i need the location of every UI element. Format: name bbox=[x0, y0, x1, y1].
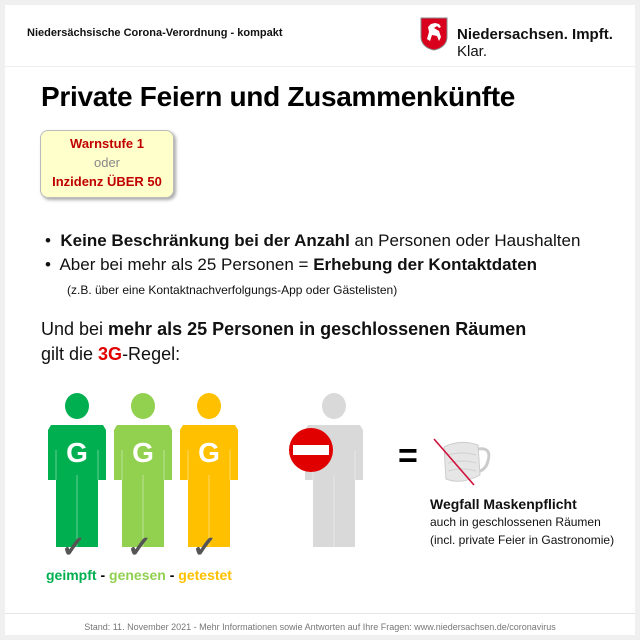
bullet-2-pre: Aber bei mehr als 25 Personen = bbox=[59, 255, 314, 274]
header-title: Niedersächsische Corona-Verordnung - kompakt bbox=[27, 27, 283, 39]
check-icon: ✓ bbox=[192, 531, 218, 564]
bullet-1-bold: Keine Beschränkung bei der Anzahl bbox=[60, 231, 350, 250]
condition-box bbox=[40, 130, 174, 198]
label-geimpft: geimpft bbox=[46, 567, 97, 583]
infographic-card bbox=[5, 5, 635, 635]
bullet-2-bold: Erhebung der Kontaktdaten bbox=[313, 255, 538, 274]
bullet-1: • Keine Beschränkung bei der Anzahl an Personen oder Haushalten bbox=[45, 231, 581, 250]
check-icon: ✓ bbox=[61, 531, 87, 564]
result-title: Wegfall Maskenpflicht bbox=[430, 496, 577, 512]
bullet-2: • Aber bei mehr als 25 Personen = Erhebung der Kontaktdaten bbox=[45, 255, 538, 274]
label-sep: - bbox=[165, 567, 179, 583]
condition-warnstufe: Warnstufe 1 bbox=[70, 136, 144, 151]
mask-result-text bbox=[430, 495, 614, 549]
label-genesen: genesen bbox=[109, 567, 166, 583]
footer: Stand: 11. November 2021 - Mehr Informationen sowie Antworten auf Ihre Fragen: www.niedersachsen.de/coronavirus bbox=[5, 613, 635, 632]
rule-line2-post: -Regel: bbox=[122, 344, 181, 364]
condition-incidence: Inzidenz ÜBER 50 bbox=[52, 174, 162, 189]
result-line-1: auch in geschlossenen Räumen bbox=[430, 515, 601, 529]
rule-line2-pre: gilt die bbox=[41, 344, 99, 364]
crossed-mask-icon bbox=[430, 435, 500, 493]
lower-saxony-crest-icon bbox=[420, 17, 448, 51]
brand-light: Klar. bbox=[457, 43, 488, 60]
person-figure-2 bbox=[114, 393, 172, 547]
g-letter: G bbox=[66, 437, 88, 468]
g-letter: G bbox=[198, 437, 220, 468]
label-sep: - bbox=[96, 567, 110, 583]
label-getestet: getestet bbox=[178, 567, 232, 583]
3g-labels bbox=[46, 567, 232, 583]
brand-bold: Niedersachsen. Impft. bbox=[457, 26, 613, 43]
rule-line-1 bbox=[41, 319, 526, 340]
bullet-1-rest: an Personen oder Haushalten bbox=[349, 231, 581, 250]
result-line-2: (incl. private Feier in Gastronomie) bbox=[430, 533, 615, 547]
person-figure-1 bbox=[48, 393, 106, 547]
check-icon: ✓ bbox=[127, 531, 153, 564]
rule-line-2 bbox=[41, 344, 180, 365]
rule-pre: Und bei bbox=[41, 319, 109, 339]
header bbox=[5, 5, 635, 67]
rule-3g: 3G bbox=[98, 344, 123, 364]
condition-or: oder bbox=[93, 155, 121, 170]
equals-sign: = bbox=[398, 437, 418, 475]
no-entry-icon bbox=[289, 428, 333, 472]
g-letter: G bbox=[132, 437, 154, 468]
page-title: Private Feiern und Zusammenkünfte bbox=[41, 81, 515, 112]
rule-bold: mehr als 25 Personen in geschlossenen Räumen bbox=[108, 319, 527, 339]
brand-slogan bbox=[457, 26, 635, 60]
person-figure-3 bbox=[180, 393, 238, 547]
bullet-2-note: (z.B. über eine Kontaktnachverfolgungs-App oder Gästelisten) bbox=[67, 283, 398, 297]
